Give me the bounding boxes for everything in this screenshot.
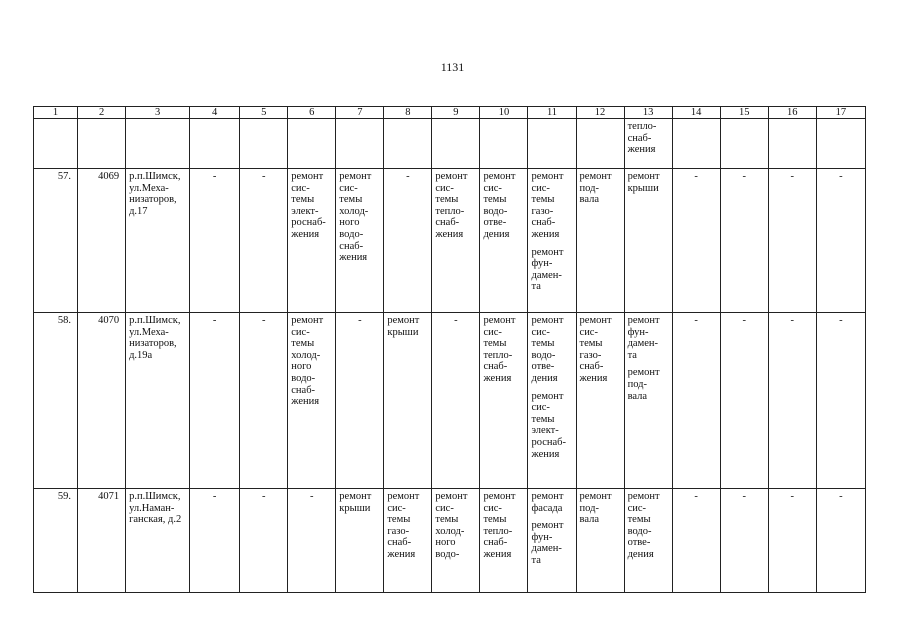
cell-text-line: холод- [291,349,321,361]
cell-text-line: ремонт [483,315,516,326]
table-cell: - [816,313,865,489]
cell-text-line: тепло- [483,349,513,361]
table-cell [336,119,384,169]
table-cell [288,169,336,313]
cell-text-line: ремонт [531,520,564,532]
cell-text-line: сис- [291,326,310,338]
cell-text-line: крыши [387,326,419,338]
column-number-header: 9 [432,107,480,119]
table-cell [672,119,720,169]
column-number-header: 3 [126,107,190,119]
cell-text-line: сис- [387,502,406,514]
table-cell [288,119,336,169]
cell-text-line: сис- [627,502,647,514]
table-cell [768,119,816,169]
cell-text-line: ул.Меха- [129,326,169,338]
table-row [34,489,866,593]
cell-text-line: водо- [531,349,556,361]
column-number-header: 15 [720,107,768,119]
column-number-header: 10 [480,107,528,119]
table-cell [816,119,865,169]
cell-text-line: сис- [483,326,502,338]
cell-text-line: темы [531,413,555,425]
cell-text-line: элект- [291,205,319,217]
cell-text-line: та [627,349,637,361]
cell-text-line: ремонт [387,491,420,502]
cell-text-line: ремонт [531,171,564,182]
cell-text-line: темы [627,514,651,526]
cell-text-line: под- [579,502,599,514]
cell-text-line: темы [435,194,459,206]
cell-text-line: темы [339,194,363,206]
cell-text-line: р.п.Шимск, [129,171,181,182]
table-cell: - [816,489,865,593]
address-cell [126,313,190,489]
cell-text-line: ремонт [531,315,564,326]
cell-text-line: темы [531,338,555,350]
cell-text-line: водо- [435,548,460,560]
work-item [580,491,621,526]
cell-text-line: под- [627,378,647,390]
table-cell [528,313,576,489]
cell-text-line: фун- [531,258,553,270]
work-item [483,491,524,561]
cell-text-line: снаб- [483,537,508,549]
table-cell: - [720,169,768,313]
table-cell: - [190,313,240,489]
cell-text-line: дамен- [531,543,562,555]
table-row [34,313,866,489]
cell-text-line: ремонт [627,367,660,379]
cell-text-line: снаб- [387,537,412,549]
cell-text-line: ремонт [291,315,324,326]
cell-text-line: газо- [579,349,602,361]
cell-text-line: элект- [531,425,559,437]
cell-text-line: фасада [531,502,563,514]
table-cell [384,489,432,593]
cell-text-line: темы [291,194,315,206]
cell-text-line: сис- [291,182,310,194]
cell-text-line: роснаб- [531,436,567,448]
table-cell: - [720,313,768,489]
cell-text-line: снаб- [483,361,508,373]
cell-text-line: та [531,554,541,566]
cell-text-line: жения [291,396,320,408]
table-cell [432,119,480,169]
cell-text-line: ремонт [579,315,612,326]
cell-text-line: ремонт [291,171,324,182]
work-item [628,171,669,194]
work-item [483,315,524,385]
table-cell: - [384,169,432,313]
column-number-header: 8 [384,107,432,119]
table-cell: - [768,169,816,313]
cell-text-line: сис- [579,326,598,338]
cell-text-line: крыши [339,502,371,514]
column-number-header: 1 [34,107,78,119]
cell-text-line: темы [435,514,459,526]
cell-text-line: низаторов, [129,338,177,350]
cell-text-line: ного [339,217,360,229]
column-number-row [34,107,866,119]
cell-text-line: ул.Меха- [129,182,169,194]
table-cell [432,489,480,593]
work-item [580,315,621,385]
cell-text-line: ремонт [579,491,612,502]
cell-text-line: водо- [627,525,652,537]
cell-text-line: тепло- [627,121,657,132]
table-cell [576,489,624,593]
cell-text-line: водо- [483,205,508,217]
cell-text-line: жения [291,228,320,240]
cell-text-line: темы [483,514,507,526]
cell-text-line: сис- [483,182,502,194]
table-cell: - [190,169,240,313]
work-item [387,491,428,561]
table-cell: - [720,489,768,593]
column-number-header: 7 [336,107,384,119]
cell-text-line: ремонт [387,315,420,326]
column-number-header: 12 [576,107,624,119]
work-item [531,247,572,293]
cell-text-line: жения [483,548,512,560]
cell-text-line: дения [627,548,654,560]
column-number-header: 6 [288,107,336,119]
building-code-cell: 4071 [78,489,126,593]
column-number-header: 2 [78,107,126,119]
cell-text-line: снаб- [627,132,652,144]
cell-text-line: жения [435,228,464,240]
table-cell [576,313,624,489]
cell-text-line: темы [531,194,555,206]
cell-text-line: ремонт [531,390,564,402]
cell-text-line: роснаб- [291,217,326,229]
table-cell [432,169,480,313]
cell-text-line: темы [579,338,603,350]
table-cell: - [672,489,720,593]
cell-text-line: ремонт [627,171,660,182]
column-number-header: 11 [528,107,576,119]
cell-text-line: тепло- [483,525,513,537]
table-cell [528,169,576,313]
table-cell [528,489,576,593]
continuation-row [34,119,866,169]
work-item [291,171,332,241]
cell-text-line: газо- [531,205,554,217]
cell-text-line: вала [579,514,600,526]
building-code-cell: 4070 [78,313,126,489]
table-cell: - [672,313,720,489]
cell-text-line: сис- [435,182,454,194]
cell-text-line: холод- [435,525,465,537]
table-cell: - [190,489,240,593]
work-item [387,315,428,338]
table-cell [336,489,384,593]
cell-text-line: ного [291,361,312,373]
cell-text-line: сис- [531,402,550,414]
table-cell [126,119,190,169]
cell-text-line: тепло- [435,205,465,217]
work-item [531,491,572,514]
table-cell [624,489,672,593]
cell-text-line: сис- [531,326,550,338]
table-cell [480,169,528,313]
cell-text-line: жения [531,448,560,460]
cell-text-line: дамен- [627,338,659,350]
column-number-header: 13 [624,107,672,119]
cell-text-line: темы [291,338,315,350]
cell-text-line: сис- [483,502,502,514]
table-cell [480,313,528,489]
cell-text-line: сис- [531,182,550,194]
cell-text-line: д.19а [129,349,153,361]
cell-text-line: ремонт [339,171,372,182]
cell-text-line: ремонт [339,491,372,502]
cell-text-line: отве- [531,361,555,373]
cell-text-line: дамен- [531,269,562,281]
column-number-header: 17 [816,107,865,119]
cell-text-line: ного [435,537,456,549]
table-cell: - [816,169,865,313]
cell-text-line: крыши [627,182,659,194]
cell-text-line: р.п.Шимск, [129,491,181,502]
cell-text-line: сис- [339,182,358,194]
work-item [435,171,476,241]
work-item [339,171,380,264]
table-cell: - [240,169,288,313]
work-item [339,491,380,514]
cell-text-line: дения [531,372,558,384]
cell-text-line: ремонт [483,171,516,182]
cell-text-line: жения [579,372,608,384]
building-code-cell: 4069 [78,169,126,313]
table-cell: - [768,489,816,593]
table-cell: - [288,489,336,593]
cell-text-line: р.п.Шимск, [129,315,181,326]
table-cell: - [672,169,720,313]
cell-text-line: темы [387,514,411,526]
table-cell [624,313,672,489]
work-item [628,491,669,561]
cell-text-line: фун- [627,326,649,338]
cell-text-line: темы [483,338,507,350]
work-item [435,491,476,561]
cell-text-line: вала [627,390,648,402]
cell-text-line: ремонт [531,246,564,258]
table-cell [190,119,240,169]
table-cell: - [768,313,816,489]
table-cell [576,169,624,313]
cell-text-line: вала [579,194,600,206]
work-item [291,315,332,408]
cell-text-line: сис- [435,502,454,514]
work-item [628,367,669,402]
table-cell [336,169,384,313]
address-cell [126,489,190,593]
table-cell [240,119,288,169]
cell-text-line: д.17 [129,205,148,217]
column-number-header: 16 [768,107,816,119]
cell-text-line: ремонт [627,491,660,502]
table-cell [480,119,528,169]
table-cell: - [240,313,288,489]
cell-text-line: низаторов, [129,194,177,206]
work-item [531,520,572,566]
column-number-header: 4 [190,107,240,119]
cell-text-line: ремонт [579,171,612,182]
work-schedule-table [33,106,866,593]
table-cell [384,313,432,489]
work-item [531,315,572,385]
page-number: 1131 [440,60,465,74]
cell-text-line: отве- [627,537,651,549]
cell-text-line: под- [579,182,599,194]
table-cell [384,119,432,169]
column-number-header: 5 [240,107,288,119]
table-row [34,169,866,313]
cell-text-line: ремонт [435,171,468,182]
work-item [580,171,621,206]
cell-text-line: ремонт [531,491,564,502]
cell-text-line: темы [483,194,507,206]
cell-text-line: жения [531,228,560,240]
cell-text-line: ремонт [483,491,516,502]
table-cell [624,119,672,169]
work-item [483,171,524,241]
cell-text-line: та [531,281,541,293]
row-number-cell: 58. [34,313,78,489]
cell-text-line: ганская, д.2 [129,514,182,526]
table-cell [78,119,126,169]
work-item [531,391,572,461]
table-cell [34,119,78,169]
cell-text-line: снаб- [291,384,316,396]
row-number-cell: 57. [34,169,78,313]
cell-text-line: жения [339,252,368,264]
cell-text-line: газо- [387,525,410,537]
cell-text-line: ул.Наман- [129,502,175,514]
cell-text-line: жения [483,372,512,384]
table-cell [288,313,336,489]
table-cell [624,169,672,313]
row-number-cell: 59. [34,489,78,593]
address-cell [126,169,190,313]
column-number-header: 14 [672,107,720,119]
table-cell [480,489,528,593]
cell-text-line: водо- [291,372,316,384]
table-cell: - [432,313,480,489]
cell-text-line: снаб- [579,361,604,373]
table-cell: - [336,313,384,489]
table-cell: - [240,489,288,593]
cell-text-line: снаб- [531,217,556,229]
cell-text-line: фун- [531,531,553,543]
table-cell [576,119,624,169]
cell-text-line: ремонт [627,315,660,326]
table-cell [720,119,768,169]
table-cell [528,119,576,169]
cell-text-line: холод- [339,205,369,217]
cell-text-line: дения [483,228,510,240]
cell-text-line: снаб- [435,217,460,229]
cell-text-line: жения [627,144,656,156]
work-item [531,171,572,241]
cell-text-line: водо- [339,228,364,240]
cell-text-line: отве- [483,217,507,229]
work-item [628,315,669,361]
cell-text-line: ремонт [435,491,468,502]
cell-text-line: снаб- [339,240,364,252]
cell-text-line: жения [387,548,416,560]
